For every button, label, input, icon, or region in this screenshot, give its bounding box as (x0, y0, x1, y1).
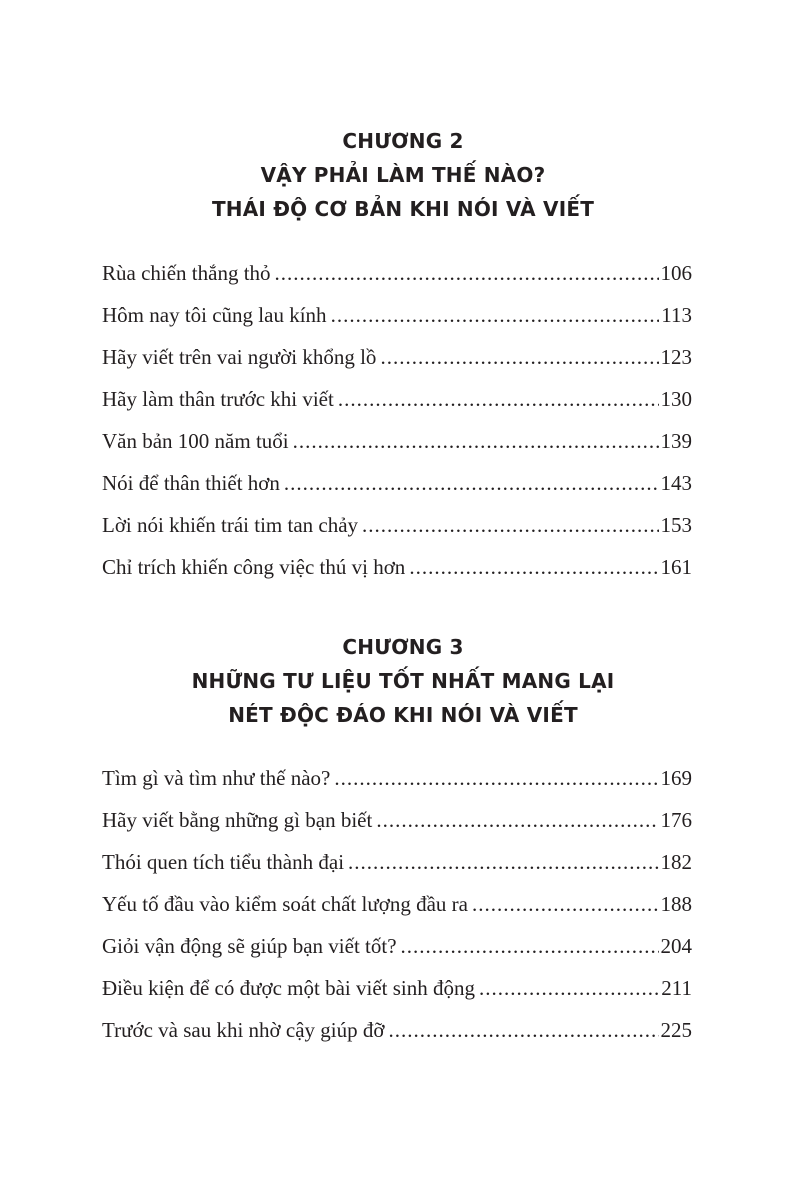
dot-leader (376, 802, 658, 838)
toc-entry-title: Yếu tố đầu vào kiểm soát chất lượng đầu ra (102, 892, 468, 916)
toc-entry-title: Tìm gì và tìm như thế nào? (102, 766, 331, 790)
dot-leader (388, 1012, 658, 1048)
toc-entry[interactable] (102, 465, 692, 507)
toc-entry[interactable] (102, 760, 692, 802)
toc-entry-title: Hôm nay tôi cũng lau kính (102, 303, 327, 327)
toc-entry-title: Hãy viết trên vai người khổng lồ (102, 345, 377, 369)
chapter-3-label: CHƯƠNG 3 (342, 635, 464, 659)
toc-entry[interactable] (102, 339, 692, 381)
chapter-2-title-line-2: THÁI ĐỘ CƠ BẢN KHI NÓI VÀ VIẾT (211, 197, 595, 221)
toc-entry-page: 123 (660, 345, 692, 369)
toc-entry-title: Nói để thân thiết hơn (102, 471, 280, 495)
toc-entry[interactable] (102, 886, 692, 928)
chapter-2-label: CHƯƠNG 2 (342, 129, 464, 153)
toc-entry[interactable] (102, 255, 692, 297)
toc-entry[interactable] (102, 549, 692, 591)
toc-entry-page: 139 (660, 429, 692, 453)
toc-entry-title: Thói quen tích tiểu thành đại (102, 850, 345, 874)
dot-leader (362, 507, 658, 543)
dot-leader (293, 423, 659, 459)
toc-entry-title: Hãy làm thân trước khi viết (102, 387, 334, 411)
toc-entry[interactable] (102, 381, 692, 423)
toc-entry[interactable] (102, 297, 692, 339)
toc-entry-page: 161 (660, 555, 692, 579)
toc-entry-page: 225 (660, 1018, 692, 1042)
toc-entry-page: 106 (660, 261, 692, 285)
dot-leader (479, 970, 659, 1006)
toc-entry[interactable] (102, 1012, 692, 1054)
dot-leader (338, 381, 659, 417)
dot-leader (380, 339, 658, 375)
toc-entry-page: 113 (661, 303, 692, 327)
toc-entry-title: Điều kiện để có được một bài viết sinh động (102, 976, 475, 1000)
toc-entry-title: Chỉ trích khiến công việc thú vị hơn (102, 555, 406, 579)
toc-entry-page: 130 (660, 387, 692, 411)
toc-entry[interactable] (102, 423, 692, 465)
toc-entry[interactable] (102, 970, 692, 1012)
toc-entry-page: 204 (660, 934, 692, 958)
dot-leader (409, 549, 658, 585)
dot-leader (401, 928, 659, 964)
toc-entry-page: 143 (660, 471, 692, 495)
toc-entry-page: 188 (660, 892, 692, 916)
dot-leader (472, 886, 659, 922)
toc-entry-page: 211 (661, 976, 692, 1000)
toc-entry-page: 176 (660, 808, 692, 832)
dot-leader (284, 465, 659, 501)
toc-entry-title: Hãy viết bằng những gì bạn biết (102, 808, 373, 832)
toc-entry[interactable] (102, 928, 692, 970)
toc-entry-page: 182 (660, 850, 692, 874)
dot-leader (334, 760, 658, 796)
toc-entry-page: 169 (660, 766, 692, 790)
dot-leader (331, 297, 660, 333)
chapter-2-toc-list (102, 255, 692, 591)
toc-entry-title: Giỏi vận động sẽ giúp bạn viết tốt? (102, 934, 397, 958)
toc-entry-title: Văn bản 100 năm tuổi (102, 429, 289, 453)
toc-entry[interactable] (102, 802, 692, 844)
toc-entry-title: Lời nói khiến trái tim tan chảy (102, 513, 359, 537)
toc-entry-page: 153 (660, 513, 692, 537)
dot-leader (348, 844, 658, 880)
chapter-3-title-line-2: NÉT ĐỘC ĐÁO KHI NÓI VÀ VIẾT (228, 703, 578, 727)
chapter-3-heading (0, 630, 806, 732)
toc-entry-title: Rùa chiến thắng thỏ (102, 261, 271, 285)
toc-entry[interactable] (102, 507, 692, 549)
chapter-2-heading (0, 124, 806, 226)
chapter-2-title-line-1: VẬY PHẢI LÀM THẾ NÀO? (260, 163, 546, 187)
dot-leader (275, 255, 659, 291)
chapter-3-toc-list (102, 760, 692, 1054)
toc-entry-title: Trước và sau khi nhờ cậy giúp đỡ (102, 1018, 385, 1042)
toc-entry[interactable] (102, 844, 692, 886)
chapter-3-title-line-1: NHỮNG TƯ LIỆU TỐT NHẤT MANG LẠI (191, 669, 615, 693)
